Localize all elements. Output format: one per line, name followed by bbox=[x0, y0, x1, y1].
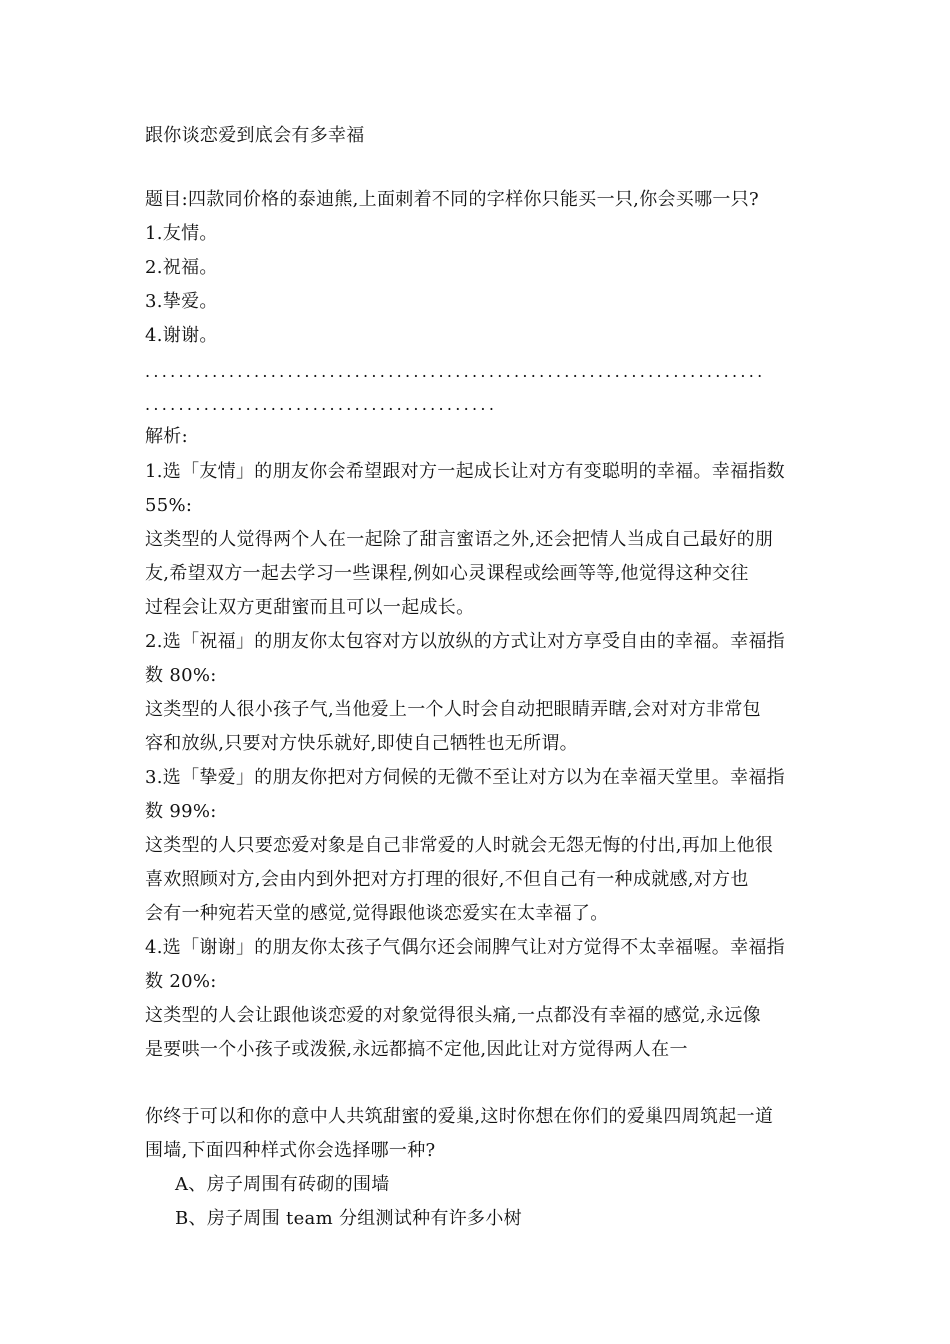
analysis-line: 4.选「谢谢」的朋友你太孩子气偶尔还会闹脾气让对方觉得不太幸福喔。幸福指 bbox=[145, 937, 785, 958]
analysis-line: 会有一种宛若天堂的感觉,觉得跟他谈恋爱实在太幸福了。 bbox=[145, 903, 609, 924]
analysis-line: 过程会让双方更甜蜜而且可以一起成长。 bbox=[145, 597, 475, 618]
option-item: 4.谢谢。 bbox=[145, 325, 218, 346]
analysis-line: 数 20%: bbox=[145, 971, 217, 992]
analysis-line: 数 99%: bbox=[145, 801, 217, 822]
analysis-line: 友,希望双方一起去学习一些课程,例如心灵课程或绘画等等,他觉得这种交往 bbox=[145, 563, 749, 584]
second-question-line: 你终于可以和你的意中人共筑甜蜜的爱巢,这时你想在你们的爱巢四周筑起一道 bbox=[145, 1106, 774, 1127]
second-option-item: A、房子周围有砖砌的围墙 bbox=[175, 1174, 390, 1195]
dotted-separator: .......................................................................... bbox=[145, 362, 766, 381]
analysis-line: 这类型的人只要恋爱对象是自己非常爱的人时就会无怨无悔的付出,再加上他很 bbox=[145, 835, 774, 856]
analysis-line: 3.选「挚爱」的朋友你把对方伺候的无微不至让对方以为在幸福天堂里。幸福指 bbox=[145, 767, 785, 788]
question-text: 题目:四款同价格的泰迪熊,上面刺着不同的字样你只能买一只,你会买哪一只? bbox=[145, 189, 759, 210]
option-item: 3.挚爱。 bbox=[145, 291, 218, 312]
analysis-line: 55%: bbox=[145, 495, 193, 516]
dotted-separator: .......................................... bbox=[145, 395, 498, 414]
analysis-line: 是要哄一个小孩子或泼猴,永远都搞不定他,因此让对方觉得两人在一 bbox=[145, 1039, 688, 1060]
second-question-line: 围墙,下面四种样式你会选择哪一种? bbox=[145, 1140, 436, 1161]
document-title: 跟你谈恋爱到底会有多幸福 bbox=[145, 125, 365, 146]
analysis-line: 喜欢照顾对方,会由内到外把对方打理的很好,不但自己有一种成就感,对方也 bbox=[145, 869, 749, 890]
analysis-line: 容和放纵,只要对方快乐就好,即使自己牺牲也无所谓。 bbox=[145, 733, 578, 754]
analysis-line: 1.选「友情」的朋友你会希望跟对方一起成长让对方有变聪明的幸福。幸福指数 bbox=[145, 461, 785, 482]
analysis-line: 这类型的人觉得两个人在一起除了甜言蜜语之外,还会把情人当成自己最好的朋 bbox=[145, 529, 774, 550]
second-option-item: B、房子周围 team 分组测试种有许多小树 bbox=[175, 1208, 522, 1229]
analysis-line: 这类型的人很小孩子气,当他爱上一个人时会自动把眼睛弄瞎,会对对方非常包 bbox=[145, 699, 761, 720]
analysis-line: 这类型的人会让跟他谈恋爱的对象觉得很头痛,一点都没有幸福的感觉,永远像 bbox=[145, 1005, 761, 1026]
option-item: 2.祝福。 bbox=[145, 257, 218, 278]
analysis-heading: 解析: bbox=[145, 426, 188, 447]
option-item: 1.友情。 bbox=[145, 223, 218, 244]
analysis-line: 2.选「祝福」的朋友你太包容对方以放纵的方式让对方享受自由的幸福。幸福指 bbox=[145, 631, 785, 652]
analysis-line: 数 80%: bbox=[145, 665, 217, 686]
